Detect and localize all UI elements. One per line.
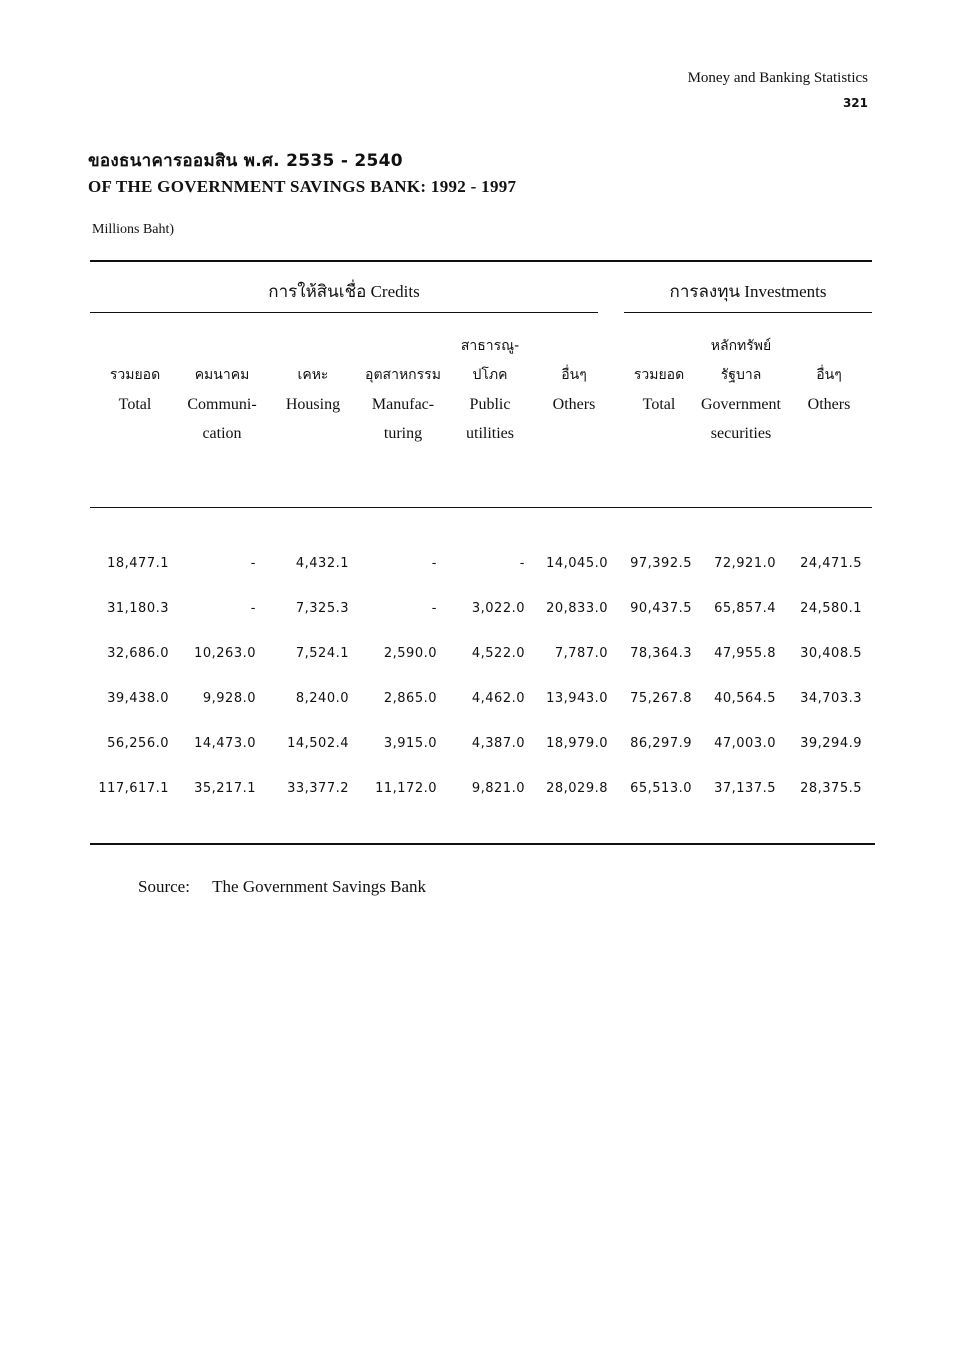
col-header-credits-total (85, 332, 185, 419)
table-cell: 47,003.0 (714, 736, 776, 751)
col-header-thai: อุตสาหกรรม (365, 367, 441, 383)
table-cell: 14,473.0 (194, 736, 256, 751)
col-header-thai-top (85, 332, 185, 361)
col-header-english-2: utilities (466, 425, 514, 442)
table-cell: 37,137.5 (714, 781, 776, 796)
table-cell: 3,022.0 (471, 601, 525, 616)
publication-title: Money and Banking Statistics (687, 70, 868, 86)
table-cell: 18,477.1 (107, 556, 169, 571)
table-cell: 65,857.4 (714, 601, 776, 616)
col-header-thai-top (779, 332, 879, 361)
col-header-english: Others (807, 396, 851, 413)
page-number: 321 (842, 96, 868, 110)
col-header-english-2: cation (202, 425, 242, 442)
table-cell: 11,172.0 (375, 781, 437, 796)
group-header-investments: การลงทุน Investments (669, 282, 827, 301)
col-header-thai: รัฐบาล (720, 367, 762, 383)
investments-group-rule (624, 312, 872, 313)
col-header-thai: คมนาคม (194, 367, 250, 383)
col-header-english: Total (118, 396, 152, 413)
col-header-thai-top: สาธารณู- (460, 338, 520, 354)
table-cell: 90,437.5 (630, 601, 692, 616)
col-header-thai: รวมยอด (633, 367, 685, 383)
table-cell: 4,387.0 (471, 736, 525, 751)
col-header-english: Public (469, 396, 511, 413)
table-cell: 9,928.0 (202, 691, 256, 706)
table-cell: 75,267.8 (630, 691, 692, 706)
table-title-thai: ของธนาคารออมสิน พ.ศ. 2535 - 2540 (88, 151, 403, 171)
table-cell: 20,833.0 (546, 601, 608, 616)
table-cell: 8,240.0 (295, 691, 349, 706)
table-cell: 7,787.0 (554, 646, 608, 661)
table-cell: 33,377.2 (287, 781, 349, 796)
table-cell: 10,263.0 (194, 646, 256, 661)
table-cell: 34,703.3 (800, 691, 862, 706)
col-header-housing (263, 332, 363, 419)
table-cell: - (250, 556, 256, 571)
col-header-manufacturing (353, 332, 453, 448)
table-cell: - (519, 556, 525, 571)
col-header-english: Housing (285, 396, 341, 413)
table-cell: 7,524.1 (295, 646, 349, 661)
source-note (138, 877, 426, 897)
col-header-english: Total (642, 396, 676, 413)
table-cell: 47,955.8 (714, 646, 776, 661)
col-header-government-securities (691, 332, 791, 448)
table-cell: - (250, 601, 256, 616)
col-header-english-2: turing (383, 425, 423, 442)
source-label: Source: (138, 877, 190, 896)
header-bottom-rule (90, 507, 872, 508)
col-header-english: Manufac- (371, 396, 435, 413)
group-header-credits: การให้สินเชื่อ Credits (268, 282, 420, 301)
table-cell: 18,979.0 (546, 736, 608, 751)
col-header-thai-top (263, 332, 363, 361)
table-cell: 32,686.0 (107, 646, 169, 661)
col-header-thai: ปโภค (472, 367, 508, 383)
table-cell: 4,462.0 (471, 691, 525, 706)
table-bottom-rule (90, 843, 875, 845)
table-cell: 39,294.9 (800, 736, 862, 751)
table-cell: 72,921.0 (714, 556, 776, 571)
table-cell: 56,256.0 (107, 736, 169, 751)
table-cell: 97,392.5 (630, 556, 692, 571)
col-header-english-2: securities (710, 425, 772, 442)
col-header-english: Communi- (187, 396, 257, 413)
table-cell: 40,564.5 (714, 691, 776, 706)
table-cell: 9,821.0 (471, 781, 525, 796)
table-cell: 30,408.5 (800, 646, 862, 661)
table-cell: 28,375.5 (800, 781, 862, 796)
source-text: The Government Savings Bank (212, 877, 427, 896)
col-header-thai: เคหะ (297, 367, 329, 383)
credits-group-rule (90, 312, 598, 313)
col-header-thai-top (172, 332, 272, 361)
table-cell: 86,297.9 (630, 736, 692, 751)
col-header-thai-top (353, 332, 453, 361)
table-cell: 14,045.0 (546, 556, 608, 571)
col-header-thai: รวมยอด (109, 367, 161, 383)
col-header-english: Others (552, 396, 596, 413)
col-header-english: Government (701, 396, 781, 413)
table-cell: 117,617.1 (98, 781, 169, 796)
table-cell: 78,364.3 (630, 646, 692, 661)
col-header-thai: อื่นๆ (561, 367, 587, 383)
table-cell: 2,590.0 (383, 646, 437, 661)
table-cell: 28,029.8 (546, 781, 608, 796)
unit-note: Millions Baht) (92, 222, 175, 237)
table-cell: 31,180.3 (107, 601, 169, 616)
table-cell: 3,915.0 (383, 736, 437, 751)
table-cell: 7,325.3 (295, 601, 349, 616)
col-header-thai-top: หลักทรัพย์ (710, 338, 772, 354)
table-cell: 14,502.4 (287, 736, 349, 751)
col-header-communication (172, 332, 272, 448)
table-title-english: OF THE GOVERNMENT SAVINGS BANK: 1992 - 1997 (88, 177, 517, 196)
table-cell: 65,513.0 (630, 781, 692, 796)
table-cell: 39,438.0 (107, 691, 169, 706)
table-cell: 24,471.5 (800, 556, 862, 571)
table-cell: 13,943.0 (546, 691, 608, 706)
col-header-thai: อื่นๆ (816, 367, 842, 383)
table-cell: 4,522.0 (471, 646, 525, 661)
table-cell: 4,432.1 (295, 556, 349, 571)
table-top-rule (90, 260, 872, 262)
table-cell: - (431, 556, 437, 571)
table-cell: 24,580.1 (800, 601, 862, 616)
table-cell: 2,865.0 (383, 691, 437, 706)
table-cell: - (431, 601, 437, 616)
table-cell: 35,217.1 (194, 781, 256, 796)
col-header-investments-others (779, 332, 879, 419)
